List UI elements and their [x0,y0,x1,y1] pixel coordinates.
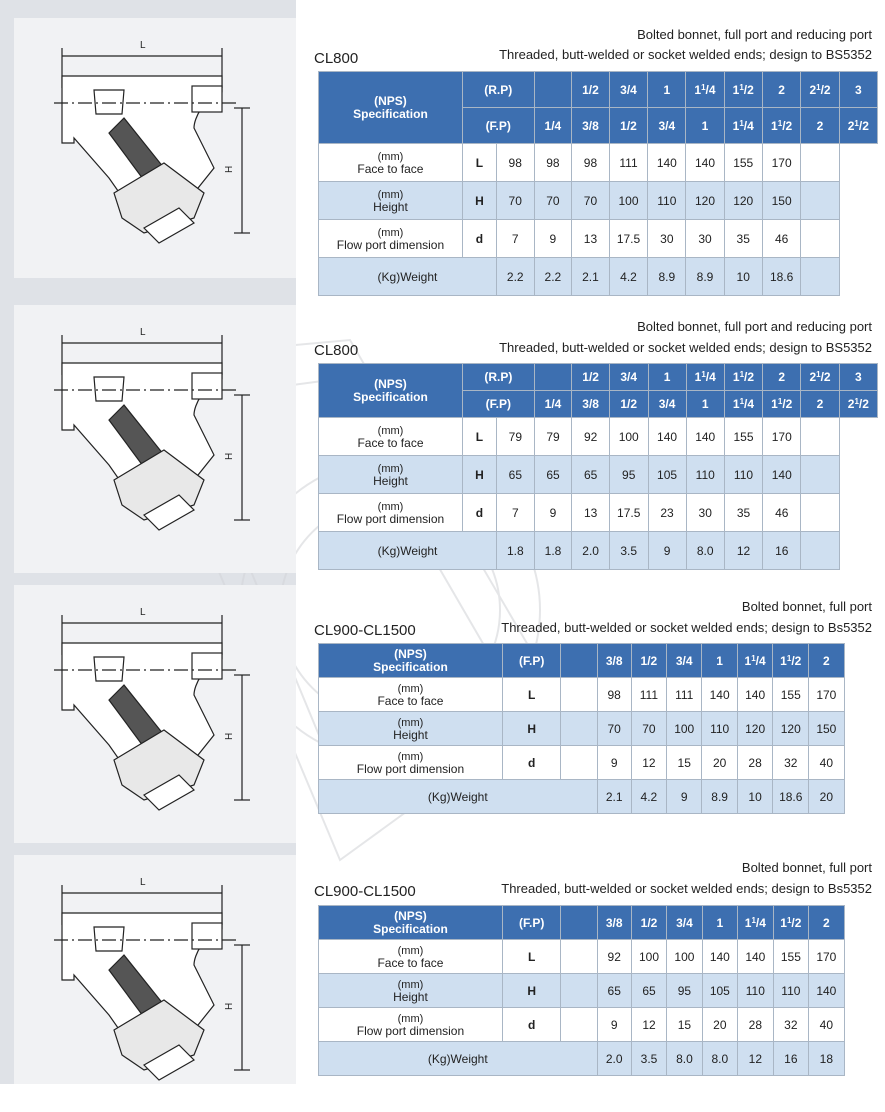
fp-size-cell: 3/8 [597,906,631,940]
weight-cell: 12 [738,1042,774,1076]
weight-label: (Kg)Weight [319,258,497,296]
fp-size-cell: $1^1/4$ [737,644,773,678]
value-cell: 35 [724,494,762,532]
svg-text:H: H [224,732,235,740]
fp-size-cell: 3/8 [572,391,610,418]
spec-header: (NPS) Specification [319,906,503,940]
value-cell: 110 [686,456,724,494]
caption-bonnet: Bolted bonnet, full port and reducing port [637,319,872,334]
weight-cell: 9 [667,780,702,814]
value-cell: 120 [724,182,762,220]
row-label: (mm) Height [319,974,503,1008]
caption-ends: Threaded, butt-welded or socket welded ends; design to BS5352 [499,47,872,62]
weight-cell: 2.2 [496,258,534,296]
weight-cell: 10 [737,780,773,814]
weight-cell: 10 [724,258,762,296]
row-symbol: L [462,418,496,456]
row-symbol: H [462,182,496,220]
weight-cell: 8.9 [648,258,686,296]
value-cell: 65 [631,974,666,1008]
fp-size-cell: 1/4 [534,108,572,144]
fp-size-cell: $2^1/2$ [839,391,877,418]
row-label: (mm) Face to face [319,418,463,456]
row-label: (mm) Face to face [319,144,463,182]
value-cell: 70 [496,182,534,220]
row-symbol: H [502,974,561,1008]
weight-cell: 2.1 [597,780,631,814]
value-cell: 150 [762,182,801,220]
svg-text:H: H [224,1002,235,1010]
value-cell: 98 [534,144,572,182]
value-cell: 30 [686,494,724,532]
table-row-weight [319,258,878,296]
value-cell: 140 [686,418,724,456]
value-cell: 155 [773,678,809,712]
fp-size-cell: 1 [702,644,737,678]
row-spacer [561,1008,597,1042]
table-row [319,974,878,1008]
value-cell: 98 [572,144,610,182]
value-cell: 170 [762,144,801,182]
spec-section [300,25,878,309]
spec-table [318,363,878,570]
value-cell: 40 [809,1008,844,1042]
table-row [319,418,878,456]
caption-bonnet: Bolted bonnet, full port and reducing port [637,27,872,42]
value-cell: 95 [609,456,648,494]
value-cell: 30 [648,220,686,258]
value-cell: 140 [737,678,773,712]
weight-cell: 18 [809,1042,844,1076]
value-cell: 110 [724,456,762,494]
value-cell: 32 [773,746,809,780]
value-cell: 95 [667,974,702,1008]
row-spacer [561,678,597,712]
row-label: (mm) Height [319,456,463,494]
header-spacer [561,644,597,678]
y-strainer-drawing-icon [14,585,296,843]
value-cell: 70 [572,182,610,220]
rp-size-cell: $1^1/4$ [686,72,724,108]
row-symbol: d [462,220,496,258]
weight-cell [801,532,839,570]
fp-size-cell: $1^1/2$ [763,391,801,418]
spec-section [300,315,878,581]
rp-size-cell: 1/2 [572,72,610,108]
svg-text:H: H [224,452,235,460]
fp-size-cell: $1^1/2$ [773,644,809,678]
model-title: CL800 [314,50,359,67]
spec-table [318,643,878,814]
value-cell [801,182,839,220]
model-title: CL900-CL1500 [314,622,416,639]
value-cell: 7 [496,494,534,532]
row-symbol: d [502,1008,561,1042]
value-cell: 13 [572,220,610,258]
caption-bonnet: Bolted bonnet, full port [741,860,872,875]
value-cell: 28 [738,1008,774,1042]
weight-cell: 16 [763,532,801,570]
value-cell: 70 [534,182,572,220]
rp-size-cell: $1^1/2$ [724,364,762,391]
rp-size-cell: 3/4 [609,364,648,391]
value-cell: 140 [738,940,774,974]
value-cell: 46 [763,494,801,532]
rp-size-cell: 1/2 [572,364,610,391]
caption-ends: Threaded, butt-welded or socket welded ends; design to Bs5352 [501,620,872,635]
value-cell: 20 [702,1008,737,1042]
rp-size-cell: 3 [839,72,877,108]
table-row [319,494,878,532]
value-cell: 65 [534,456,572,494]
table-row [319,712,878,746]
value-cell: 140 [648,144,686,182]
fp-size-cell: 2 [801,108,839,144]
fp-size-cell: 3/4 [667,644,702,678]
weight-cell: 9 [648,532,686,570]
weight-cell: 8.0 [667,1042,702,1076]
fp-label: (F.P) [502,906,561,940]
value-cell: 65 [572,456,610,494]
fp-size-cell: 1/2 [609,108,648,144]
value-cell: 13 [572,494,610,532]
weight-cell: 3.5 [631,1042,666,1076]
fp-size-cell: 2 [809,906,844,940]
weight-cell [801,258,839,296]
weight-cell: 8.0 [702,1042,737,1076]
svg-text:L: L [140,40,146,51]
fp-size-cell: 1/4 [534,391,572,418]
value-cell: 170 [763,418,801,456]
row-label: (mm) Height [319,182,463,220]
value-cell: 155 [724,144,762,182]
value-cell: 32 [773,1008,809,1042]
value-cell: 100 [667,940,702,974]
table-row [319,940,878,974]
rp-size-cell: 3/4 [609,72,648,108]
drawing-panel [14,585,296,843]
value-cell: 120 [773,712,809,746]
fp-size-cell: 1 [702,906,737,940]
fp-size-cell: 3/4 [648,108,686,144]
value-cell: 110 [773,974,809,1008]
fp-size-cell: 3/4 [667,906,702,940]
weight-cell: 1.8 [534,532,572,570]
weight-cell: 8.9 [702,780,737,814]
svg-text:L: L [140,327,146,338]
value-cell: 110 [702,712,737,746]
row-spacer [561,940,597,974]
caption-ends: Threaded, butt-welded or socket welded ends; design to BS5352 [499,340,872,355]
weight-label: (Kg)Weight [319,1042,598,1076]
table-row-weight [319,780,878,814]
weight-cell: 8.9 [686,258,724,296]
value-cell: 100 [667,712,702,746]
value-cell: 120 [686,182,724,220]
value-cell: 140 [702,678,737,712]
rp-size-cell: $2^1/2$ [801,364,839,391]
value-cell [801,220,839,258]
fp-size-cell: 1/2 [609,391,648,418]
value-cell: 170 [809,678,844,712]
row-label: (mm) Flow port dimension [319,220,463,258]
value-cell: 20 [702,746,737,780]
weight-cell: 8.0 [686,532,724,570]
fp-size-cell: 2 [801,391,839,418]
table-row [319,456,878,494]
fp-size-cell: 1 [686,108,724,144]
fp-size-cell: 1 [686,391,724,418]
value-cell: 15 [667,1008,702,1042]
weight-cell: 2.1 [572,258,610,296]
value-cell: 140 [809,974,844,1008]
value-cell: 15 [667,746,702,780]
spec-header: (NPS) Specification [319,364,463,418]
value-cell: 140 [702,940,737,974]
value-cell: 92 [597,940,631,974]
spec-table [318,71,878,296]
row-spacer [561,712,597,746]
weight-cell: 18.6 [773,780,809,814]
rp-size-cell: 2 [763,364,801,391]
spec-section [300,595,878,825]
model-title: CL900-CL1500 [314,883,416,900]
value-cell: 92 [572,418,610,456]
value-cell: 140 [686,144,724,182]
weight-cell: 1.8 [496,532,534,570]
table-row [319,220,878,258]
y-strainer-drawing-icon [14,18,296,278]
rp-label: (R.P) [462,364,534,391]
fp-size-cell: $1^1/4$ [724,108,762,144]
model-title: CL800 [314,342,359,359]
value-cell: 9 [597,1008,631,1042]
value-cell: 30 [686,220,724,258]
value-cell: 9 [534,220,572,258]
value-cell: 70 [597,712,631,746]
value-cell: 23 [648,494,686,532]
value-cell: 79 [496,418,534,456]
value-cell: 111 [631,678,666,712]
value-cell: 120 [737,712,773,746]
value-cell [801,494,839,532]
table-row [319,1008,878,1042]
row-label: (mm) Flow port dimension [319,746,503,780]
row-symbol: d [462,494,496,532]
weight-cell: 12 [724,532,762,570]
value-cell: 111 [667,678,702,712]
value-cell: 17.5 [609,220,648,258]
drawing-panel [14,18,296,278]
fp-size-cell: 3/8 [572,108,610,144]
value-cell: 40 [809,746,844,780]
weight-cell: 16 [773,1042,809,1076]
value-cell: 100 [631,940,666,974]
row-label: (mm) Flow port dimension [319,1008,503,1042]
rp-size-cell: 2 [762,72,801,108]
value-cell [801,144,839,182]
table-row-weight [319,532,878,570]
value-cell: 46 [762,220,801,258]
fp-size-cell: $1^1/2$ [762,108,801,144]
svg-text:L: L [140,607,146,618]
rp-size-cell [534,72,572,108]
value-cell: 70 [631,712,666,746]
weight-cell: 4.2 [609,258,648,296]
fp-size-cell: 1/2 [631,644,666,678]
value-cell: 150 [809,712,844,746]
weight-cell: 4.2 [631,780,666,814]
rp-size-cell [534,364,572,391]
value-cell: 110 [648,182,686,220]
row-label: (mm) Face to face [319,940,503,974]
value-cell: 12 [631,746,666,780]
fp-size-cell: $1^1/4$ [724,391,762,418]
rp-size-cell: 1 [648,364,686,391]
row-label: (mm) Face to face [319,678,503,712]
value-cell: 12 [631,1008,666,1042]
value-cell: 155 [724,418,762,456]
svg-text:H: H [224,165,235,173]
row-symbol: L [502,940,561,974]
fp-size-cell: 1/2 [631,906,666,940]
value-cell: 9 [597,746,631,780]
weight-cell: 2.2 [534,258,572,296]
value-cell: 155 [773,940,809,974]
value-cell: 17.5 [609,494,648,532]
row-symbol: L [462,144,496,182]
fp-size-cell: 3/4 [648,391,686,418]
value-cell [801,418,839,456]
spec-table [318,905,878,1076]
value-cell: 140 [763,456,801,494]
header-spacer [561,906,597,940]
table-row [319,678,878,712]
rp-size-cell: $1^1/2$ [724,72,762,108]
value-cell: 100 [609,418,648,456]
value-cell: 28 [737,746,773,780]
weight-label: (Kg)Weight [319,532,497,570]
rp-label: (R.P) [462,72,534,108]
rp-size-cell: $2^1/2$ [801,72,839,108]
fp-size-cell: $2^1/2$ [839,108,877,144]
value-cell: 98 [597,678,631,712]
spec-section [300,860,878,1090]
value-cell: 79 [534,418,572,456]
fp-size-cell: $1^1/2$ [773,906,809,940]
value-cell: 105 [648,456,686,494]
fp-size-cell: 2 [809,644,844,678]
value-cell: 140 [648,418,686,456]
weight-cell: 20 [809,780,844,814]
drawing-panel [14,305,296,573]
value-cell: 111 [609,144,648,182]
fp-size-cell: $1^1/4$ [738,906,774,940]
fp-size-cell: 3/8 [597,644,631,678]
y-strainer-drawing-icon [14,305,296,573]
spec-header: (NPS) Specification [319,72,463,144]
caption-ends: Threaded, butt-welded or socket welded ends; design to Bs5352 [501,881,872,896]
value-cell: 65 [496,456,534,494]
value-cell: 7 [496,220,534,258]
weight-label: (Kg)Weight [319,780,598,814]
table-row-weight [319,1042,878,1076]
table-row [319,746,878,780]
weight-cell: 18.6 [762,258,801,296]
svg-text:L: L [140,877,146,888]
value-cell: 35 [724,220,762,258]
rp-size-cell: 1 [648,72,686,108]
value-cell [801,456,839,494]
value-cell: 105 [702,974,737,1008]
row-spacer [561,746,597,780]
y-strainer-drawing-icon [14,855,296,1084]
rp-size-cell: $1^1/4$ [686,364,724,391]
fp-label: (F.P) [462,391,534,418]
rp-size-cell: 3 [839,364,877,391]
row-symbol: L [502,678,560,712]
value-cell: 9 [534,494,572,532]
weight-cell: 3.5 [609,532,648,570]
value-cell: 110 [738,974,774,1008]
table-row [319,144,878,182]
fp-label: (F.P) [502,644,560,678]
caption-bonnet: Bolted bonnet, full port [741,599,872,614]
weight-cell: 2.0 [597,1042,631,1076]
spec-header: (NPS) Specification [319,644,503,678]
row-label: (mm) Height [319,712,503,746]
value-cell: 100 [609,182,648,220]
value-cell: 170 [809,940,844,974]
row-symbol: H [502,712,560,746]
drawing-panel [14,855,296,1084]
row-symbol: d [502,746,560,780]
table-row [319,182,878,220]
fp-label: (F.P) [462,108,534,144]
value-cell: 98 [496,144,534,182]
row-label: (mm) Flow port dimension [319,494,463,532]
weight-cell: 2.0 [572,532,610,570]
value-cell: 65 [597,974,631,1008]
row-symbol: H [462,456,496,494]
row-spacer [561,974,597,1008]
